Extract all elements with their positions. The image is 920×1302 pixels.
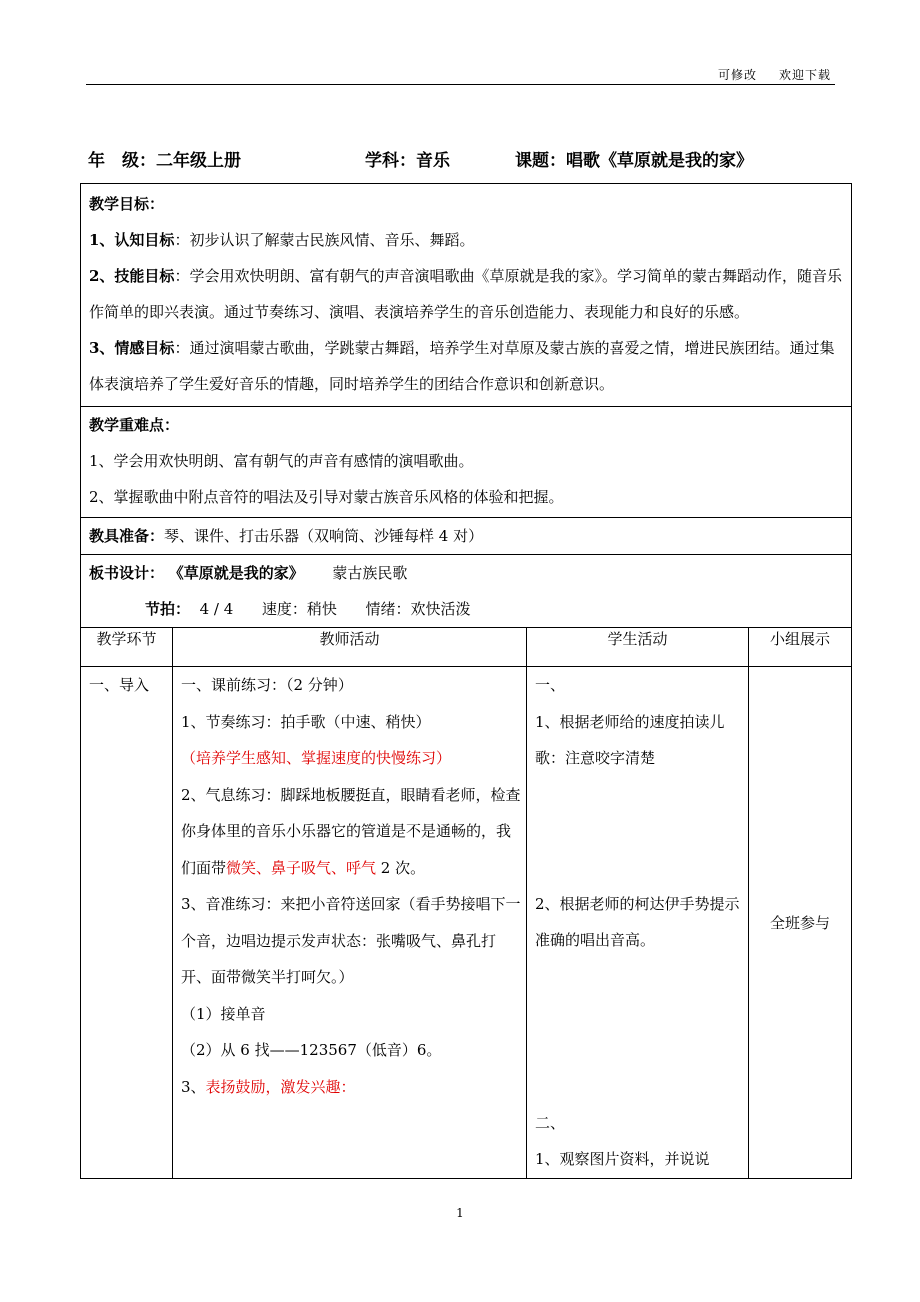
objectives-heading: 教学目标： [89,195,165,213]
stage-cell: 一、导入 [89,676,150,694]
objectives-row [81,184,852,407]
objective-1-label: 1、认知目标 [89,231,175,249]
tools-text: 琴、课件、打击乐器（双响筒、沙锤每样 4 对） [164,527,484,545]
group-cell: 全班参与 [749,667,852,1179]
board-song: 《草原就是我的家》 [168,564,304,582]
teacher-line-4-end: 2 次。 [376,858,426,877]
table-header-row [81,628,852,667]
page-header [86,62,835,85]
student-line-5: 1、观察图片资料，并说说 [535,1150,710,1168]
teacher-line-8: 3、 [181,1077,206,1096]
col-header-student: 学生活动 [527,628,749,667]
speed-text: 速度：稍快 [261,600,337,618]
beat-value: 4 / 4 [199,600,234,618]
key-point-2: 2、掌握歌曲中附点音符的唱法及引导对蒙古族音乐风格的体验和把握。 [89,488,564,506]
teacher-line-3: （培养学生感知、掌握速度的快慢练习） [181,749,452,767]
teacher-line-8-red: 表扬鼓励，激发兴趣： [205,1077,356,1096]
teacher-line-4: 2、气息练习：脚踩地板腰挺直，眼睛看老师，检查你身体里的音乐小乐器它的管道是不是通畅的，我们面带 [181,785,521,877]
header-text [696,66,831,83]
lesson-plan-table [80,183,852,1179]
teacher-line-7: （2）从 6 找——123567（低音）6。 [181,1041,442,1059]
tools-row [81,518,852,555]
header-download: 欢迎下载 [778,68,831,82]
objective-3-text: ：通过演唱蒙古歌曲，学跳蒙古舞蹈，培养学生对草原及蒙古族的喜爱之情，增进民族团结。通过集体表演培养了学生爱好音乐的情趣，同时培养学生的团结合作意识和创新意识。 [89,339,835,393]
board-origin: 蒙古族民歌 [332,564,408,582]
key-point-1: 1、学会用欢快明朗、富有朝气的声音有感情的演唱歌曲。 [89,452,474,470]
topic-label: 课题：唱歌《草原就是我的家》 [515,151,753,171]
objective-2-text: ：学会用欢快明朗、富有朝气的声音演唱歌曲《草原就是我的家》。学习简单的蒙古舞蹈动作，随音乐作简单的即兴表演。通过节奏练习、演唱、表演培养学生的音乐创造能力、表现能力和良好的乐感。 [89,267,842,321]
board-label: 板书设计： [89,564,165,582]
board-design-row [81,555,852,628]
teacher-line-1: 一、课前练习：（2 分钟） [181,676,353,694]
tools-label: 教具准备： [89,527,165,545]
table-row [81,667,852,1179]
teacher-line-6: （1）接单音 [181,1004,266,1023]
header-editable: 可修改 [717,68,757,82]
key-points-heading: 教学重难点： [89,416,180,434]
teacher-line-5: 3、音准练习：来把小音符送回家（看手势接唱下一个音，边唱边提示发声状态：张嘴吸气、鼻孔打开、面带微笑半打呵欠。） [181,895,521,986]
objective-1-text: ：初步认识了解蒙古民族风情、音乐、舞蹈。 [174,231,475,249]
student-line-2: 1、根据老师给的速度拍读儿歌：注意咬字清楚 [535,712,725,767]
objective-3-label: 3、情感目标 [89,339,175,357]
col-header-group: 小组展示 [749,628,852,667]
beat-label: 节拍： [145,600,191,618]
teacher-line-2: 1、节奏练习：拍手歌（中速、稍快） [181,712,431,731]
student-line-4: 二、 [535,1113,566,1132]
student-line-1: 一、 [535,676,566,694]
subject-label: 学科：音乐 [365,151,450,171]
grade-label: 年 级：二年级上册 [88,151,241,171]
key-points-row [81,407,852,518]
page-number: 1 [456,1206,464,1220]
teacher-line-4-red: 微笑、鼻子吸气、呼气 [226,858,377,877]
mood-text: 情绪：欢快活泼 [365,600,471,618]
col-header-stage: 教学环节 [81,628,173,667]
objective-2-label: 2、技能目标 [89,267,175,285]
col-header-teacher: 教师活动 [173,628,527,667]
lesson-title-line [88,146,753,171]
student-line-3: 2、根据老师的柯达伊手势提示准确的唱出音高。 [535,894,740,949]
